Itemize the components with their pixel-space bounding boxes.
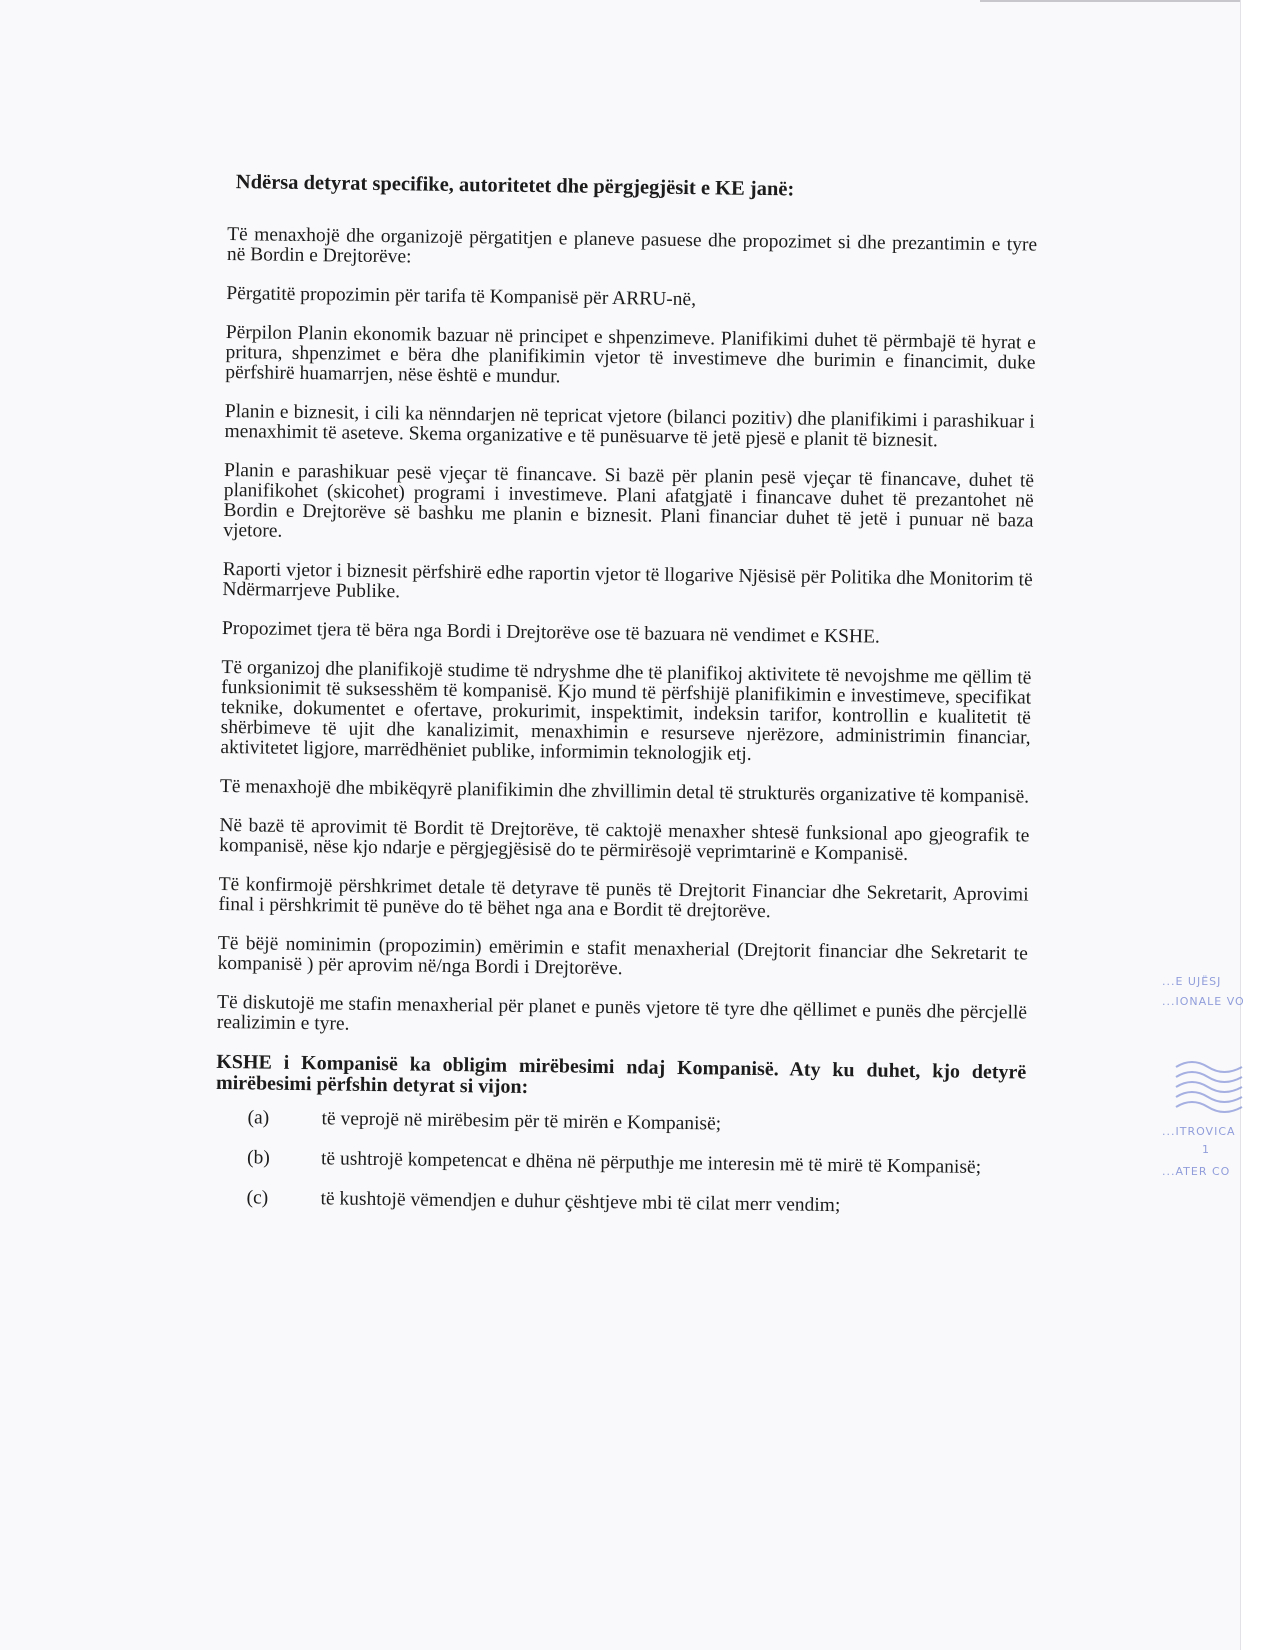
paragraph-10: Në bazë të aprovimit të Bordit të Drejtorëve, të caktojë menaxher shtesë funksional apo gjeografik te kompanisë, nëse kjo ndarje e përgjegjësisë do te përmirësojë veprimtarinë e Kompanisë. — [219, 814, 1030, 865]
stamp-text-line-5: ...ATER CO — [1162, 1165, 1231, 1178]
company-stamp — [1162, 975, 1262, 1205]
paragraph-8: Të organizoj dhe planifikojë studime të ndryshme dhe të planifikoj aktivitete të nevojshme me qëllim të funksionimit të suksesshëm të kompanisë. Kjo mund të përfshijë planifikimin e investimeve, specifikat teknike, dokumentet e ofertave, prokurimit, inspektimit, indeksin tarifor, kontrollin e kualitetit të shërbimeve të ujit dhe kanalizimit, menaxhimin e resurseve njerëzore, administrimin financiar, aktivitetet ligjore, marrëdhëniet publike, informimin teknologjik etj. — [220, 656, 1032, 765]
document-body — [214, 170, 1038, 1238]
list-marker: (c) — [246, 1186, 269, 1209]
paragraph-3: Përpilon Planin ekonomik bazuar në principet e shpenzimeve. Planifikimi duhet të përmbajë të hyrat e pritura, shpenzimet e bëra dhe planifikimin vjetor të investimeve dhe burimin e financimit, duke përfshirë huamarrjen, nëse është e mundur. — [225, 321, 1036, 387]
list-item-text: të kushtojë vëmendjen e duhur çështjeve mbi të cilat merr vendim; — [320, 1187, 841, 1216]
paragraph-2: Përgatitë propozimin për tarifa të Kompanisë për ARRU-në, — [226, 282, 697, 310]
paragraph-13: Të diskutojë me stafin menaxherial për planet e punës vjetore të tyre dhe qëllimet e punës dhe përcjellë realizimin e tyre. — [216, 991, 1028, 1035]
paragraph-12: Të bëjë nominimin (propozimin) emërimin e stafit menaxherial (Drejtorit financiar dhe Sekretarit te kompanisë ) për aprovim në/nga Bordi i Drejtorëve. — [217, 932, 1028, 979]
paragraph-1: Të menaxhojë dhe organizojë përgatitjen e planeve pasuese dhe propozimet si dhe prezantimin e tyre në Bordin e Drejtorëve: — [226, 223, 1038, 268]
water-wave-emblem-icon — [1174, 1055, 1244, 1118]
stamp-text-line-3: ...ITROVICA — [1162, 1125, 1236, 1138]
stamp-text-line-1: ...E UJËSJ — [1162, 975, 1222, 988]
paragraph-7: Propozimet tjera të bëra nga Bordi i Drejtorëve ose të bazuara në vendimet e KSHE. — [221, 617, 880, 648]
stamp-text-line-2: ...IONALE VO — [1162, 995, 1245, 1008]
section-heading: Ndërsa detyrat specifike, autoritetet dhe përgjegjësit e KE janë: — [235, 171, 795, 201]
fiduciary-duty-paragraph: KSHE i Kompanisë ka obligim mirëbesimi ndaj Kompanisë. Aty ku duhet, kjo detyrë mirëbesimi përfshin detyrat si vijon: — [215, 1050, 1027, 1098]
list-item — [215, 1108, 1025, 1139]
paragraph-6: Raporti vjetor i biznesit përfshirë edhe raportin vjetor të llogarive Njësisë për Politika dhe Monitorim të Ndërmarrjeve Publike. — [222, 558, 1033, 602]
list-item-text: të ushtrojë kompetencat e dhëna në përputhje me interesin më të mirë të Kompanisë; — [320, 1147, 982, 1178]
list-item-text: të veprojë në mirëbesim për të mirën e Kompanisë; — [321, 1107, 722, 1135]
duty-list — [214, 1108, 1025, 1219]
list-item — [214, 1188, 1024, 1219]
list-item — [215, 1148, 1025, 1179]
paragraph-4: Planin e biznesit, i cili ka nënndarjen në tepricat vjetore (bilanci pozitiv) dhe planifikimi i parashikuar i menaxhimit të aseteve. Skema organizative e të punësuarve të jetë pjesë e planit të biznesit. — [224, 400, 1035, 451]
paragraph-11: Të konfirmojë përshkrimet detale të detyrave të punës të Drejtorit Financiar dhe Sekretarit, Aprovimi final i përshkrimit të punëve do të bëhet nga ana e Bordit të drejtorëve. — [218, 873, 1029, 922]
list-marker: (a) — [247, 1106, 270, 1129]
stamp-text-line-4: 1 — [1202, 1143, 1210, 1156]
paragraph-5: Planin e parashikuar pesë vjeçar të financave. Si bazë për planin pesë vjeçar të financave, duhet të planifikohet (skicohet) programi i investimeve. Plani afatgjatë i financave duhet të prezantohet në Bordin e Drejtorëve së bashku me planin e biznesit. Plani financiar duhet të jetë i punuar në baza vjetore. — [223, 459, 1035, 542]
list-marker: (b) — [246, 1146, 270, 1169]
paragraph-9: Të menaxhojë dhe mbikëqyrë planifikimin dhe zhvillimin detal të strukturës organizative të kompanisë. — [219, 775, 1030, 808]
scan-edge-line — [980, 0, 1240, 2]
